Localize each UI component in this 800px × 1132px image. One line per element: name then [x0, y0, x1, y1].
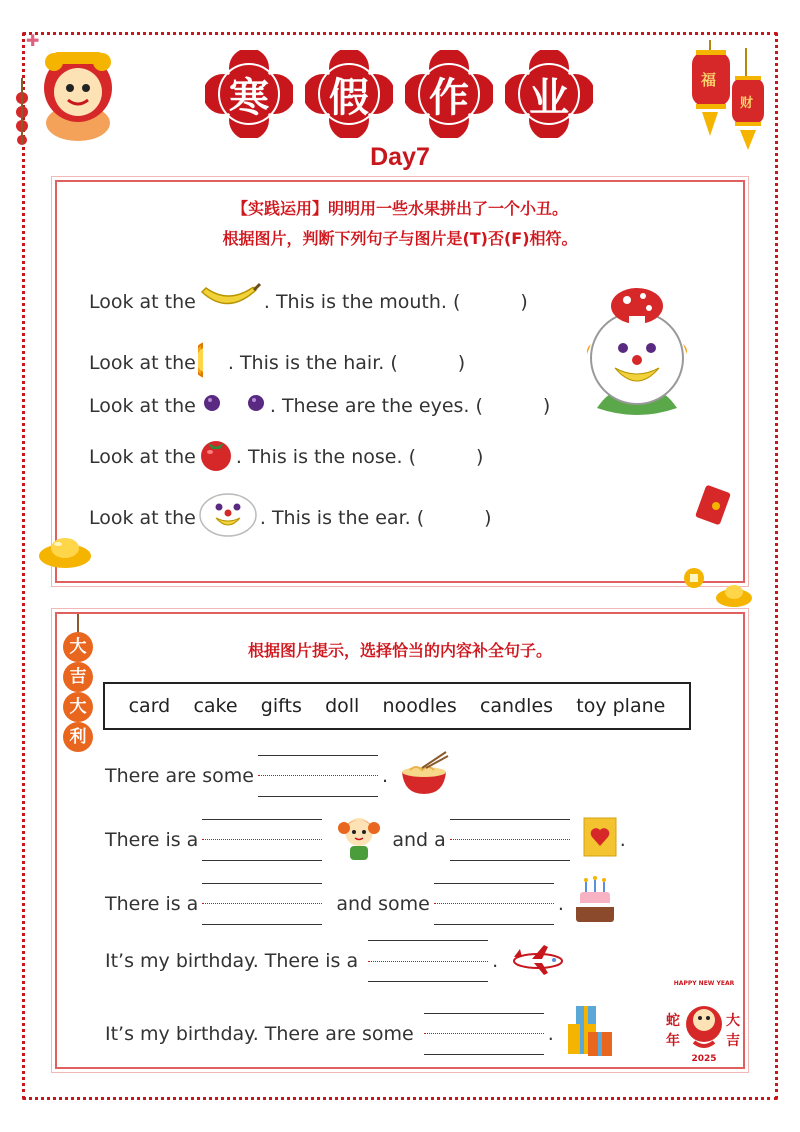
instruction-line-1: 【实践运用】明明用一些水果拼出了一个小丑。 [231, 199, 568, 218]
fill-sentence-5 [105, 1002, 618, 1065]
birthday-cake-icon [572, 876, 618, 931]
sentence-suffix: . This is the ear. ( [259, 506, 425, 529]
section-fill-in [55, 612, 745, 1069]
title-badge [205, 50, 293, 138]
stamp-char: 年 [666, 1033, 680, 1049]
sentence-suffix: . This is the nose. ( [235, 445, 416, 468]
stamp-top: HAPPY NEW YEAR [673, 980, 735, 987]
sentence-text: It’s my birthday. There is a [105, 950, 359, 972]
paren-close: ) [457, 351, 466, 374]
word-bank-item: candles [479, 695, 554, 717]
fill-sentence-2 [105, 812, 626, 867]
sentence-2 [89, 342, 465, 383]
sentence-text: There is a [105, 892, 199, 915]
word-bank-item: toy plane [576, 695, 666, 717]
banner-char: 吉 [63, 662, 93, 692]
sentence-suffix: . These are the eyes. ( [269, 394, 483, 417]
lantern-char-cai: 财 [740, 96, 754, 111]
tomato-icon [198, 436, 234, 477]
clown-face-icon [198, 492, 258, 543]
paren-close: ) [520, 290, 528, 313]
sentence-end: . [557, 892, 564, 915]
sentence-end: . [381, 764, 388, 787]
sentence-text: It’s my birthday. There are some [105, 1022, 414, 1045]
title-char: 假 [329, 73, 369, 121]
doll-icon [336, 812, 382, 867]
grapes-icon [198, 390, 268, 421]
gold-coin-icon [682, 566, 754, 616]
sentence-end: . [547, 1022, 554, 1045]
lanterns-decoration [688, 40, 772, 156]
clown-illustration [577, 282, 697, 422]
fill-sentence-4 [105, 940, 570, 982]
sentence-text: There are some [105, 764, 254, 787]
sentence-text: and some [336, 892, 430, 915]
sentence-prefix: Look at the [89, 506, 196, 529]
title-badge [405, 50, 493, 138]
title-char: 寒 [229, 73, 269, 121]
word-bank-item: card [128, 695, 171, 717]
stamp-char: 大 [726, 1013, 740, 1029]
lion-dance-decoration [8, 28, 126, 150]
write-line[interactable] [258, 755, 378, 797]
title-char: 作 [429, 73, 469, 121]
sentence-text: and a [392, 828, 446, 851]
sentence-end: . [492, 950, 499, 972]
banner-char: 大 [63, 692, 93, 722]
instruction-line-2: 根据图片，判断下列句子与图片是(T)否(F)相符。 [222, 229, 578, 248]
sentence-5 [89, 492, 492, 543]
gifts-icon [564, 1002, 616, 1065]
write-line[interactable] [368, 940, 488, 982]
banner-char: 利 [63, 722, 93, 752]
toy-plane-icon [510, 941, 568, 982]
title-char: 业 [529, 73, 569, 121]
word-bank-item: doll [325, 695, 360, 717]
write-line[interactable] [424, 1013, 544, 1055]
paren-close: ) [542, 394, 551, 417]
paren-close: ) [484, 506, 492, 529]
word-bank-item: noodles [382, 695, 457, 717]
paren-close: ) [476, 445, 484, 468]
word-bank-item: cake [193, 695, 238, 717]
stamp-char: 吉 [726, 1033, 740, 1049]
page-title [205, 50, 595, 140]
sentence-prefix: Look at the [89, 351, 196, 374]
write-line[interactable] [202, 883, 322, 925]
section-practice [55, 180, 745, 583]
word-bank-item: gifts [260, 695, 302, 717]
title-badge [305, 50, 393, 138]
instruction-line: 根据图片提示，选择恰当的内容补全句子。 [247, 641, 552, 660]
orange-slice-icon [198, 342, 226, 383]
card-icon [582, 816, 618, 863]
gold-ingot-icon [36, 530, 94, 574]
banana-icon [198, 282, 262, 321]
sentence-suffix: . This is the hair. ( [227, 351, 398, 374]
sentence-prefix: Look at the [89, 290, 196, 313]
sentence-3 [89, 390, 550, 421]
sentence-4 [89, 436, 483, 477]
stamp-year: 2025 [691, 1054, 717, 1064]
sentence-text: There is a [105, 828, 199, 851]
svg-text:✚: ✚ [26, 31, 40, 50]
fill-sentence-3 [105, 876, 620, 931]
write-line[interactable] [450, 819, 570, 861]
noodles-icon [398, 750, 450, 801]
sentence-prefix: Look at the [89, 445, 196, 468]
word-bank [103, 682, 691, 730]
day-label: Day7 [370, 143, 430, 171]
banner-char: 大 [63, 632, 93, 662]
stamp-char: 蛇 [666, 1013, 680, 1029]
red-envelope-icon [694, 484, 736, 530]
lucky-banner [61, 614, 95, 754]
title-badge [505, 50, 593, 138]
sentence-suffix: . This is the mouth. ( [263, 290, 461, 313]
sentence-1 [89, 282, 528, 321]
fill-sentence-1 [105, 750, 452, 801]
sentence-prefix: Look at the [89, 394, 196, 417]
snake-new-year-stamp [664, 980, 744, 1070]
lantern-char-fu: 福 [701, 71, 717, 89]
sentence-end: . [619, 828, 626, 851]
write-line[interactable] [434, 883, 554, 925]
write-line[interactable] [202, 819, 322, 861]
